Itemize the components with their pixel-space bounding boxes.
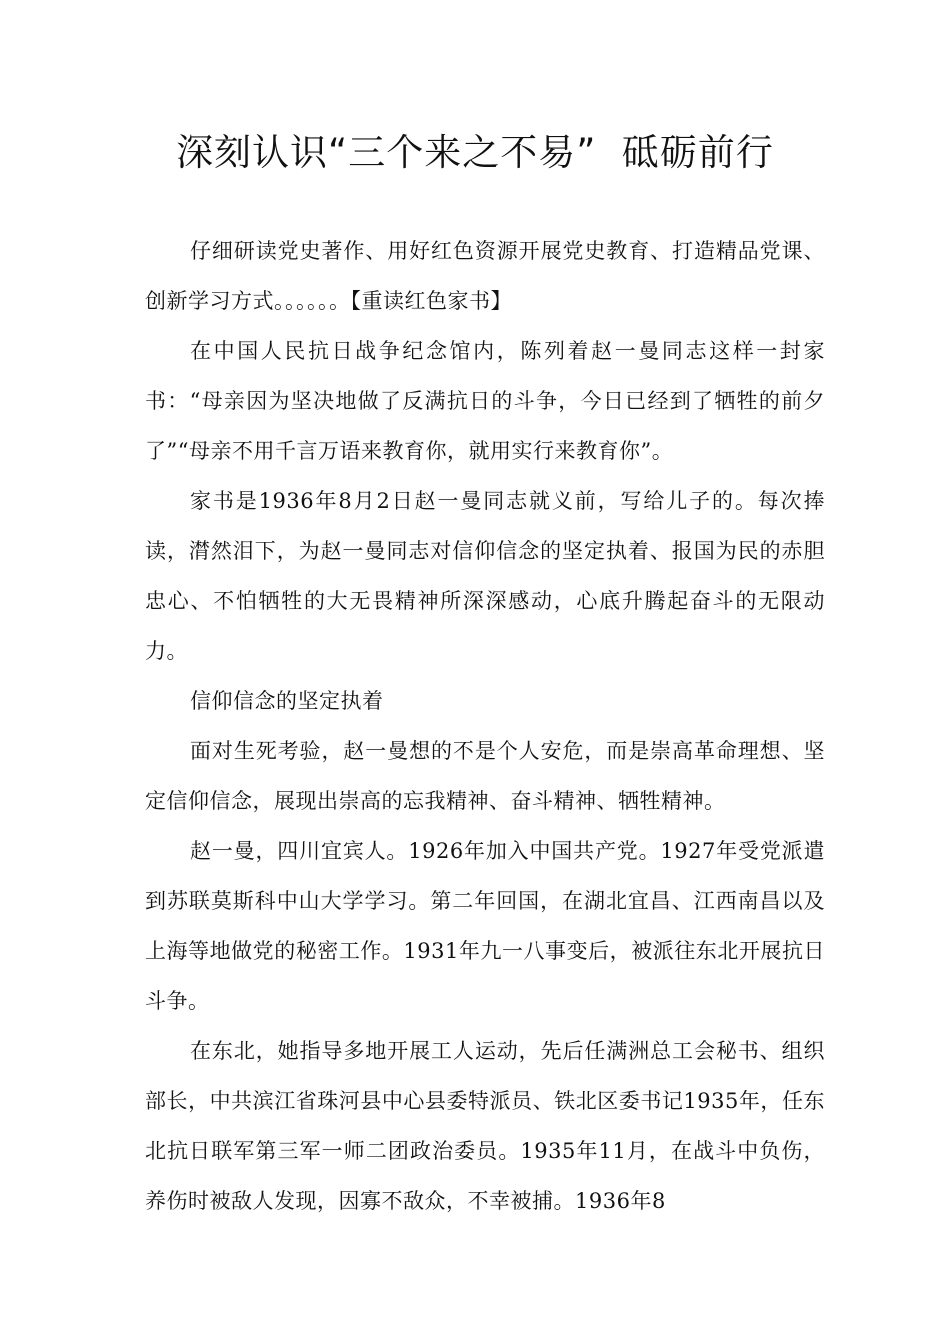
document-title: 深刻认识“三个来之不易” 砥砺前行 bbox=[176, 131, 774, 174]
paragraph-6: 在东北，她指导多地开展工人运动，先后任满洲总工会秘书、组织部长，中共滨江省珠河县中心县委特派员、铁北区委书记1935年，任东北抗日联军第三军一师二团政治委员。1935年11月，在战斗中负伤，养伤时被敌人发现，因寡不敌众，不幸被捕。1936年8 bbox=[145, 1039, 825, 1213]
section-heading: 信仰信念的坚定执着 bbox=[190, 689, 384, 713]
paragraph-2: 在中国人民抗日战争纪念馆内，陈列着赵一曼同志这样一封家书：“母亲因为坚决地做了反满抗日的斗争，今日已经到了牺牲的前夕了”“母亲不用千言万语来教育你，就用实行来教育你”。 bbox=[145, 339, 825, 463]
paragraph-4: 面对生死考验，赵一曼想的不是个人安危，而是崇高革命理想、坚定信仰信念，展现出崇高的忘我精神、奋斗精神、牺牲精神。 bbox=[145, 739, 825, 813]
paragraph-3: 家书是1936年8月2日赵一曼同志就义前，写给儿子的。每次捧读，潸然泪下，为赵一曼同志对信仰信念的坚定执着、报国为民的赤胆忠心、不怕牺牲的大无畏精神所深深感动，心底升腾起奋斗的无限动力。 bbox=[145, 489, 825, 663]
paragraph-5: 赵一曼，四川宜宾人。1926年加入中国共产党。1927年受党派遣到苏联莫斯科中山大学学习。第二年回国，在湖北宜昌、江西南昌以及上海等地做党的秘密工作。1931年九一八事变后，被派往东北开展抗日斗争。 bbox=[145, 839, 825, 1013]
paragraph-1: 仔细研读党史著作、用好红色资源开展党史教育、打造精品党课、创新学习方式。。。。。。【重读红色家书】 bbox=[145, 239, 825, 313]
document-body bbox=[145, 226, 825, 1226]
